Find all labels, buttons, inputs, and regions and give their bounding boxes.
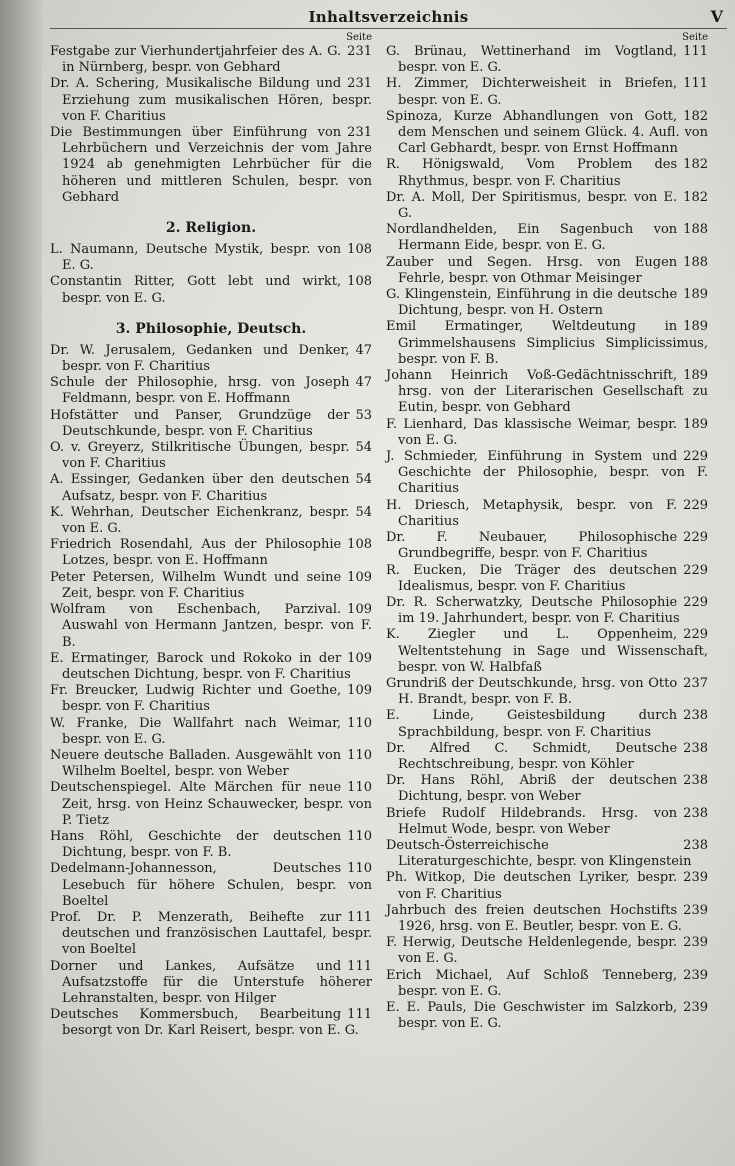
toc-entry [50, 1007, 372, 1039]
entry-page-number: 238 [683, 837, 708, 853]
toc-entry [386, 44, 708, 76]
entry-text: Dr. F. Neubauer, Philosophische Grundbegriffe, bespr. von F. Charitius [386, 530, 678, 562]
toc-entry [386, 563, 708, 595]
toc-entry [50, 44, 372, 76]
entry-page-number: 188 [683, 222, 708, 238]
toc-entry [50, 651, 372, 683]
entry-page-number: 109 [347, 683, 372, 699]
toc-entry [386, 773, 708, 805]
entry-text: L. Naumann, Deutsche Mystik, bespr. von E. G. [50, 242, 342, 274]
entry-page-number: 239 [683, 870, 708, 886]
entry-page-number: 109 [347, 650, 372, 666]
entry-page-number: 238 [683, 805, 708, 821]
entry-page-number: 109 [347, 569, 372, 585]
entry-text: Prof. Dr. P. Menzerath, Beihefte zur deutschen und französischen Lauttafel, bespr. von Boeltel [50, 909, 372, 958]
entry-text: Hans Röhl, Geschichte der deutschen Dichtung, bespr. von F. B. [50, 828, 342, 861]
toc-entry [386, 417, 708, 449]
page-header [50, 6, 727, 29]
right-entries [386, 44, 708, 1032]
entry-text: J. Schmieder, Einführung in System und Geschichte der Philosophie, bespr. von F. Charitius [386, 449, 708, 497]
entry-text: Fr. Breucker, Ludwig Richter und Goethe, bespr. von F. Charitius [50, 683, 342, 715]
entry-text: G. Klingenstein, Einführung in die deutsche Dichtung, bespr. von H. Ostern [386, 287, 678, 319]
toc-entry [386, 530, 708, 562]
entry-page-number: 110 [347, 780, 372, 796]
toc-entry [50, 829, 372, 861]
entry-page-number: 231 [347, 125, 372, 141]
entry-page-number: 238 [683, 708, 708, 724]
entry-text: O. v. Greyerz, Stilkritische Übungen, bespr. von F. Charitius [50, 440, 350, 472]
entry-page-number: 53 [355, 407, 372, 423]
entry-page-number: 110 [347, 715, 372, 731]
entry-text: Briefe Rudolf Hildebrands. Hrsg. von Helmut Wode, bespr. von Weber [386, 805, 678, 837]
toc-entry [386, 838, 708, 870]
toc-entry [386, 368, 708, 417]
toc-entry [386, 157, 708, 189]
toc-entry [50, 537, 372, 569]
entry-page-number: 229 [683, 530, 708, 546]
entry-page-number: 239 [683, 902, 708, 918]
entry-page-number: 47 [355, 375, 372, 391]
entry-text: Deutsch-Österreichische Literaturgeschichte, bespr. von Klingenstein [386, 837, 692, 870]
entry-text: G. Brünau, Wettinerhand im Vogtland, bespr. von E. G. [386, 44, 678, 76]
entry-text: Dr. A. Schering, Musikalische Bildung und Erziehung zum musikalischen Hören, bespr. von F. Charitius [50, 76, 372, 124]
toc-entry [50, 716, 372, 748]
entry-text: W. Franke, Die Wallfahrt nach Weimar, bespr. von E. G. [50, 715, 342, 747]
entry-text: Dr. A. Moll, Der Spiritismus, bespr. von E. G. [386, 189, 678, 222]
toc-entry [386, 676, 708, 708]
toc-entry [50, 505, 372, 537]
entry-text: H. Zimmer, Dichterweisheit in Briefen, bespr. von E. G. [386, 76, 678, 108]
toc-entry [386, 935, 708, 967]
toc-entry [50, 242, 372, 274]
toc-entry [386, 449, 708, 498]
entry-page-number: 54 [355, 504, 372, 520]
toc-entry [386, 806, 708, 838]
philosophie-entries [50, 343, 372, 1040]
entry-page-number: 229 [683, 627, 708, 643]
entry-text: Emil Ermatinger, Weltdeutung in Grimmelshausens Simplicius Simplicissimus, bespr. von F. B. [386, 319, 708, 367]
toc-entry [386, 1000, 708, 1032]
entry-page-number: 108 [347, 242, 372, 258]
left-column [50, 31, 372, 1040]
toc-entry [386, 109, 708, 158]
entry-text: Friedrich Rosendahl, Aus der Philosophie Lotzes, bespr. von E. Hoffmann [50, 537, 342, 569]
toc-entry [50, 861, 372, 910]
entry-text: Wolfram von Eschenbach, Parzival. Auswahl von Hermann Jantzen, bespr. von F. B. [50, 602, 372, 650]
toc-entry [386, 595, 708, 627]
entry-text: Festgabe zur Vierhundertjahrfeier des A. G. in Nürnberg, bespr. von Gebhard [50, 44, 342, 76]
toc-entry [386, 287, 708, 319]
toc-entry [50, 76, 372, 125]
entry-text: Deutsches Kommersbuch, Bearbeitung besorgt von Dr. Karl Reisert, bespr. von E. G. [50, 1007, 359, 1039]
entry-text: Deutschenspiegel. Alte Märchen für neue Zeit, hrsg. von Heinz Schauwecker, bespr. von P. Tietz [50, 780, 372, 828]
religion-entries [50, 242, 372, 307]
toc-entry [50, 125, 372, 206]
section-heading-religion: 2. Religion. [165, 220, 257, 237]
toc-entry [50, 343, 372, 375]
entry-text: K. Wehrhan, Deutscher Eichenkranz, bespr. von E. G. [50, 504, 350, 537]
toc-entry [386, 968, 708, 1000]
entry-page-number: 54 [355, 472, 372, 488]
entry-page-number: 229 [683, 497, 708, 513]
toc-entry [386, 255, 708, 287]
toc-entry [50, 959, 372, 1008]
seite-label: Seite [346, 32, 372, 43]
entry-text: Dr. R. Scherwatzky, Deutsche Philosophie im 19. Jahrhundert, bespr. von F. Charitius [386, 594, 680, 627]
entry-text: Dr. W. Jerusalem, Gedanken und Denker, bespr. von F. Charitius [50, 342, 350, 375]
entry-text: Zauber und Segen. Hrsg. von Eugen Fehrle, bespr. von Othmar Meisinger [386, 254, 678, 286]
entry-page-number: 111 [347, 1007, 372, 1023]
entry-page-number: 111 [683, 44, 708, 59]
toc-entry [386, 76, 708, 108]
entry-page-number: 182 [683, 157, 708, 173]
binding-shadow [0, 0, 42, 1166]
entry-page-number: 109 [347, 602, 372, 618]
entry-page-number: 189 [683, 368, 708, 384]
entry-text: Dr. Hans Röhl, Abriß der deutschen Dichtung, bespr. von Weber [386, 773, 678, 805]
toc-entry [386, 498, 708, 530]
entry-page-number: 239 [683, 999, 708, 1015]
entry-text: Peter Petersen, Wilhelm Wundt und seine Zeit, bespr. von F. Charitius [50, 569, 342, 601]
entry-text: F. Lienhard, Das klassische Weimar, bespr. von E. G. [386, 416, 678, 448]
entry-page-number: 239 [683, 935, 708, 951]
entry-text: Hofstätter und Panser, Grundzüge der Deutschkunde, bespr. von F. Charitius [50, 407, 350, 439]
entry-page-number: 110 [347, 828, 372, 844]
entry-text: Spinoza, Kurze Abhandlungen von Gott, dem Menschen und seinem Glück. 4. Aufl. von Carl Gebhardt, bespr. von Ernst Hoffmann [386, 108, 708, 157]
entry-text: Neuere deutsche Balladen. Ausgewählt von Wilhelm Boeltel, bespr. von Weber [50, 747, 342, 780]
entry-text: Constantin Ritter, Gott lebt und wirkt, bespr. von E. G. [50, 274, 342, 306]
entry-text: Johann Heinrich Voß-Gedächtnisschrift, hrsg. von der Literarischen Gesellschaft zu Eutin, bespr. von Gebhard [386, 368, 708, 416]
toc-entry [386, 319, 708, 368]
entry-text: R. Hönigswald, Vom Problem des Rhythmus, bespr. von F. Charitius [386, 157, 678, 189]
entry-page-number: 189 [683, 416, 708, 432]
entry-page-number: 108 [347, 537, 372, 553]
toc-entry [50, 683, 372, 715]
toc-entry [386, 222, 708, 254]
entry-page-number: 239 [683, 967, 708, 983]
toc-entry [50, 274, 372, 306]
toc-entry [50, 408, 372, 440]
entry-page-number: 238 [683, 773, 708, 789]
toc-entry [50, 375, 372, 407]
toc-entry [50, 780, 372, 829]
page-number: V [710, 7, 723, 26]
entry-page-number: 189 [683, 287, 708, 303]
entry-text: Die Bestimmungen über Einführung von Lehrbüchern und Verzeichnis der vom Jahre 1924 ab genehmigten Lehrbücher für die höheren und mittleren Schulen, bespr. von Gebhard [50, 125, 372, 205]
toc-entry [386, 190, 708, 222]
entry-text: Dr. Alfred C. Schmidt, Deutsche Rechtschreibung, bespr. von Köhler [386, 740, 678, 772]
seite-label: Seite [682, 32, 708, 43]
entry-text: Dorner und Lankes, Aufsätze und Aufsatzstoffe für die Unterstufe höherer Lehranstalten, bespr. von Hilger [50, 958, 372, 1006]
toc-entry [50, 440, 372, 472]
right-column [386, 31, 708, 1040]
entry-page-number: 237 [683, 675, 708, 691]
toc-entry [50, 910, 372, 959]
entry-page-number: 189 [683, 319, 708, 335]
toc-entry [50, 748, 372, 780]
toc-entry [50, 472, 372, 504]
entry-page-number: 108 [347, 274, 372, 290]
toc-entry [386, 741, 708, 773]
toc-entry [50, 602, 372, 651]
top-entries [50, 44, 372, 206]
entry-page-number: 229 [683, 562, 708, 578]
entry-text: E. Linde, Geistesbildung durch Sprachbildung, bespr. von F. Charitius [386, 708, 678, 740]
section-heading-philosophie: 3. Philosophie, Deutsch. [115, 320, 307, 337]
entry-text: K. Ziegler und L. Oppenheim, Weltentstehung in Sage und Wissenschaft, bespr. von W. Halbfaß [386, 627, 708, 675]
entry-page-number: 47 [355, 342, 372, 358]
entry-page-number: 111 [347, 958, 372, 974]
entry-page-number: 229 [683, 594, 708, 610]
toc-entry [386, 627, 708, 676]
entry-text: H. Driesch, Metaphysik, bespr. von F. Charitius [386, 497, 678, 529]
entry-text: Dedelmann-Johannesson, Deutsches Lesebuch für höhere Schulen, bespr. von Boeltel [50, 861, 372, 909]
entry-page-number: 229 [683, 449, 708, 465]
entry-page-number: 231 [347, 76, 372, 92]
entry-text: A. Essinger, Gedanken über den deutschen Aufsatz, bespr. von F. Charitius [50, 472, 350, 504]
entry-text: E. E. Pauls, Die Geschwister im Salzkorb, bespr. von E. G. [386, 999, 678, 1032]
entry-page-number: 111 [347, 909, 372, 925]
entry-page-number: 188 [683, 254, 708, 270]
entry-page-number: 54 [355, 440, 372, 456]
entry-text: Ph. Witkop, Die deutschen Lyriker, bespr. von F. Charitius [386, 870, 678, 902]
entry-text: Nordlandhelden, Ein Sagenbuch von Hermann Eide, bespr. von E. G. [386, 222, 678, 254]
toc-entry [386, 870, 708, 902]
entry-text: Schule der Philosophie, hrsg. von Joseph Feldmann, bespr. von E. Hoffmann [50, 375, 350, 407]
entry-text: Grundriß der Deutschkunde, hrsg. von Otto H. Brandt, bespr. von F. B. [386, 675, 678, 708]
entry-page-number: 110 [347, 747, 372, 763]
entry-page-number: 182 [683, 108, 708, 124]
toc-entry [386, 708, 708, 740]
toc-columns [50, 31, 727, 1040]
entry-text: Jahrbuch des freien deutschen Hochstifts 1926, hrsg. von E. Beutler, bespr. von E. G. [386, 902, 682, 934]
entry-text: Erich Michael, Auf Schloß Tenneberg, bespr. von E. G. [386, 967, 678, 999]
entry-page-number: 111 [683, 76, 708, 92]
entry-page-number: 182 [683, 189, 708, 205]
entry-text: F. Herwig, Deutsche Heldenlegende, bespr. von E. G. [386, 935, 678, 967]
toc-entry [386, 903, 708, 935]
entry-page-number: 231 [347, 44, 372, 59]
entry-page-number: 110 [347, 861, 372, 877]
entry-page-number: 238 [683, 740, 708, 756]
running-title: Inhaltsverzeichnis [308, 8, 469, 26]
entry-text: R. Eucken, Die Träger des deutschen Idealismus, bespr. von F. Charitius [386, 562, 678, 594]
toc-entry [50, 570, 372, 602]
entry-text: E. Ermatinger, Barock und Rokoko in der deutschen Dichtung, bespr. von F. Charitius [50, 650, 351, 682]
